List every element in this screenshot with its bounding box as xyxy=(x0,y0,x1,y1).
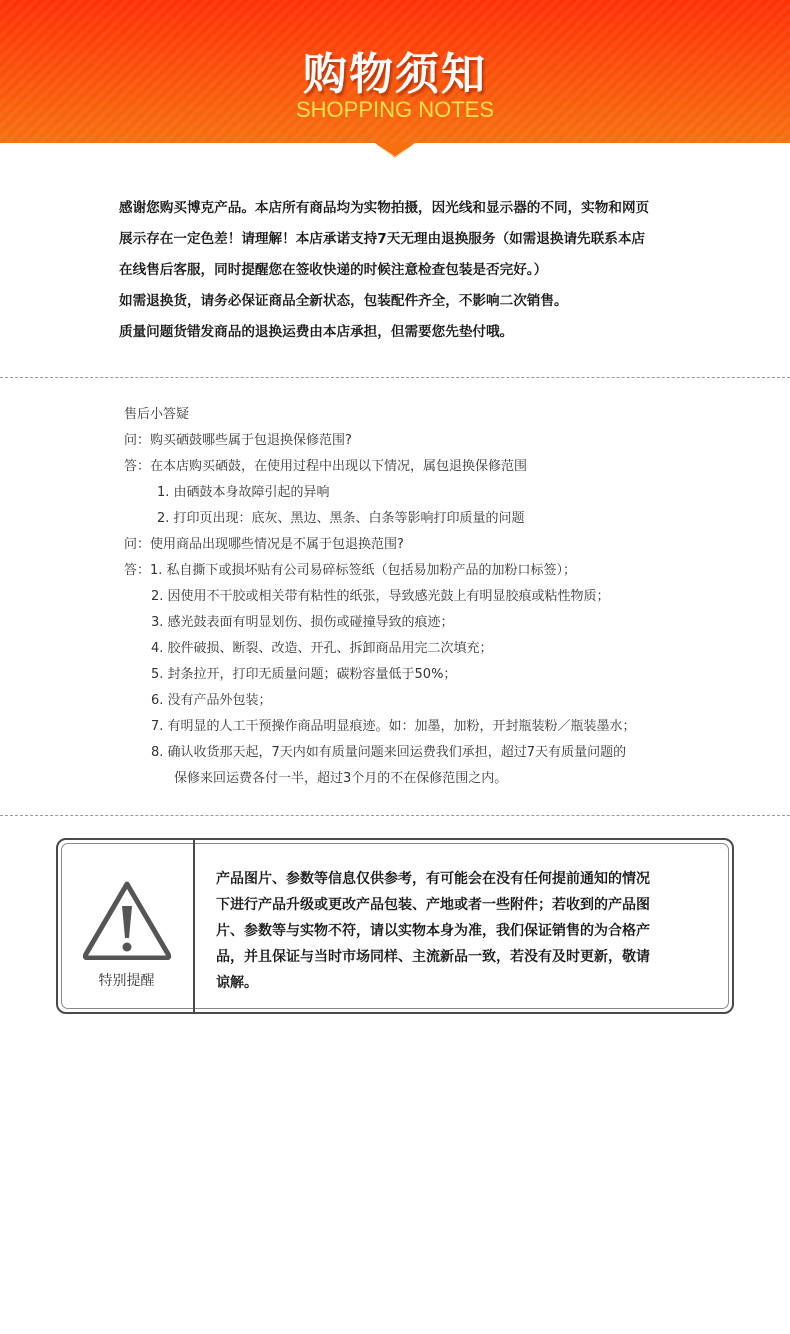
faq-answer-item: 6. 没有产品外包装； xyxy=(151,693,272,708)
notice-line: 谅解。 xyxy=(216,975,258,991)
special-notice-box xyxy=(56,838,734,1014)
notice-line: 片、参数等与实物不符，请以实物本身为准，我们保证销售的为合格产 xyxy=(216,923,650,939)
notice-text xyxy=(216,866,724,996)
page-title: 购物须知 xyxy=(303,49,487,100)
faq-answer-item: 3. 感光鼓表面有明显划伤、损伤或碰撞导致的痕迹； xyxy=(151,615,454,630)
faq-answer-item: 4. 胶件破损、断裂、改造、开孔、拆卸商品用完二次填充； xyxy=(151,641,493,656)
faq-section xyxy=(124,402,744,792)
faq-answer-item: 7. 有明显的人工干预操作商品明显痕迹。如：加墨，加粉，开封瓶装粉／瓶装墨水； xyxy=(151,719,636,734)
faq-answer-item: 8. 确认收货那天起，7天内如有质量问题来回运费我们承担，超过7天有质量问题的 xyxy=(151,745,627,760)
intro-line: 如需退换货，请务必保证商品全新状态，包装配件齐全，不影响二次销售。 xyxy=(119,293,568,309)
intro-line: 质量问题货错发商品的退换运费由本店承担，但需要您先垫付哦。 xyxy=(119,324,514,340)
faq-answer-continuation: 保修来回运费各付一半，超过3个月的不在保修范围之内。 xyxy=(174,771,508,786)
intro-line: 展示存在一定色差！请理解！本店承诺支持7天无理由退换服务（如需退换请先联系本店 xyxy=(119,231,646,247)
faq-heading: 售后小答疑 xyxy=(124,407,190,422)
faq-answer: 答：在本店购买硒鼓，在使用过程中出现以下情况，属包退换保修范围 xyxy=(124,459,528,474)
faq-answer-item: 5. 封条拉开，打印无质量问题；碳粉容量低于50%； xyxy=(151,667,457,682)
header-banner xyxy=(0,0,790,160)
section-divider xyxy=(0,377,790,378)
notice-line: 产品图片、参数等信息仅供参考，有可能会在没有任何提前通知的情况 xyxy=(216,871,650,887)
notice-label: 特别提醒 xyxy=(98,973,155,989)
faq-answer-item: 2. 因使用不干胶或相关带有粘性的纸张，导致感光鼓上有明显胶痕或粘性物质； xyxy=(151,589,610,604)
intro-section xyxy=(119,193,719,348)
notice-line: 下进行产品升级或更改产品包装、产地或者一些附件；若收到的产品图 xyxy=(216,897,650,913)
notice-line: 品，并且保证与当时市场同样、主流新品一致，若没有及时更新，敬请 xyxy=(216,949,650,965)
faq-answer-item: 1. 由硒鼓本身故障引起的异响 xyxy=(157,485,330,500)
faq-question: 问：使用商品出现哪些情况是不属于包退换范围? xyxy=(124,537,404,552)
intro-line: 在线售后客服，同时提醒您在签收快递的时候注意检查包装是否完好。） xyxy=(119,262,548,278)
faq-answer-item: 2. 打印页出现：底灰、黑边、黑条、白条等影响打印质量的问题 xyxy=(157,511,525,526)
warning-triangle-icon xyxy=(82,880,172,960)
faq-question: 问：购买硒鼓哪些属于包退换保修范围? xyxy=(124,433,352,448)
page-subtitle: SHOPPING NOTES xyxy=(295,97,495,122)
section-divider xyxy=(0,815,790,816)
intro-line: 感谢您购买博克产品。本店所有商品均为实物拍摄，因光线和显示器的不同，实物和网页 xyxy=(119,200,650,216)
faq-answer: 答：1. 私自撕下或损坏贴有公司易碎标签纸（包括易加粉产品的加粉口标签）； xyxy=(124,563,577,578)
